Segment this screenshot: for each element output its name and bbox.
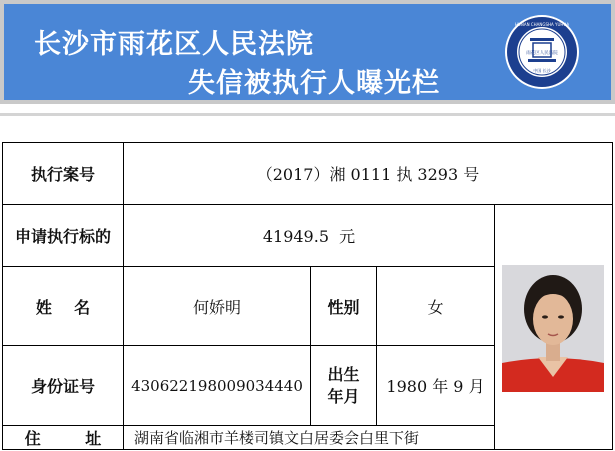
birth-label: 出生 年月 [327, 364, 360, 406]
birth-value: 1980 年 9 月 [386, 377, 485, 396]
id-value: 430622198009034440 [131, 376, 303, 395]
table-border-right [612, 142, 613, 450]
blacklist-title: 失信被执行人曝光栏 [188, 68, 440, 99]
address-label: 住 址 [24, 429, 102, 448]
court-title: 长沙市雨花区人民法院 [34, 29, 314, 60]
gender-value: 女 [427, 297, 444, 317]
name-value: 何娇明 [192, 297, 241, 317]
id-label: 身份证号 [30, 377, 95, 396]
amount-label: 申请执行标的 [14, 227, 111, 246]
amount-value: 41949.5 元 [262, 227, 356, 246]
separator [0, 113, 615, 116]
gender-label: 性别 [327, 297, 360, 317]
case-no-label: 执行案号 [30, 165, 95, 184]
emblem-bottom-text: 中国 长沙 [533, 68, 551, 73]
table-line [494, 204, 495, 450]
emblem-center-text: 雨花区人民法院 [526, 51, 558, 56]
case-no-value: （2017）湘 0111 执 3293 号 [256, 165, 480, 184]
emblem-ring-text: HUNAN CHANGSHA YUHUA [514, 22, 570, 27]
name-label: 姓 名 [35, 297, 91, 317]
address-value: 湖南省临湘市羊楼司镇文白居委会白里下街 [134, 429, 420, 447]
table-border-bottom [2, 449, 613, 450]
court-emblem-icon [504, 14, 580, 90]
person-photo [502, 265, 604, 392]
